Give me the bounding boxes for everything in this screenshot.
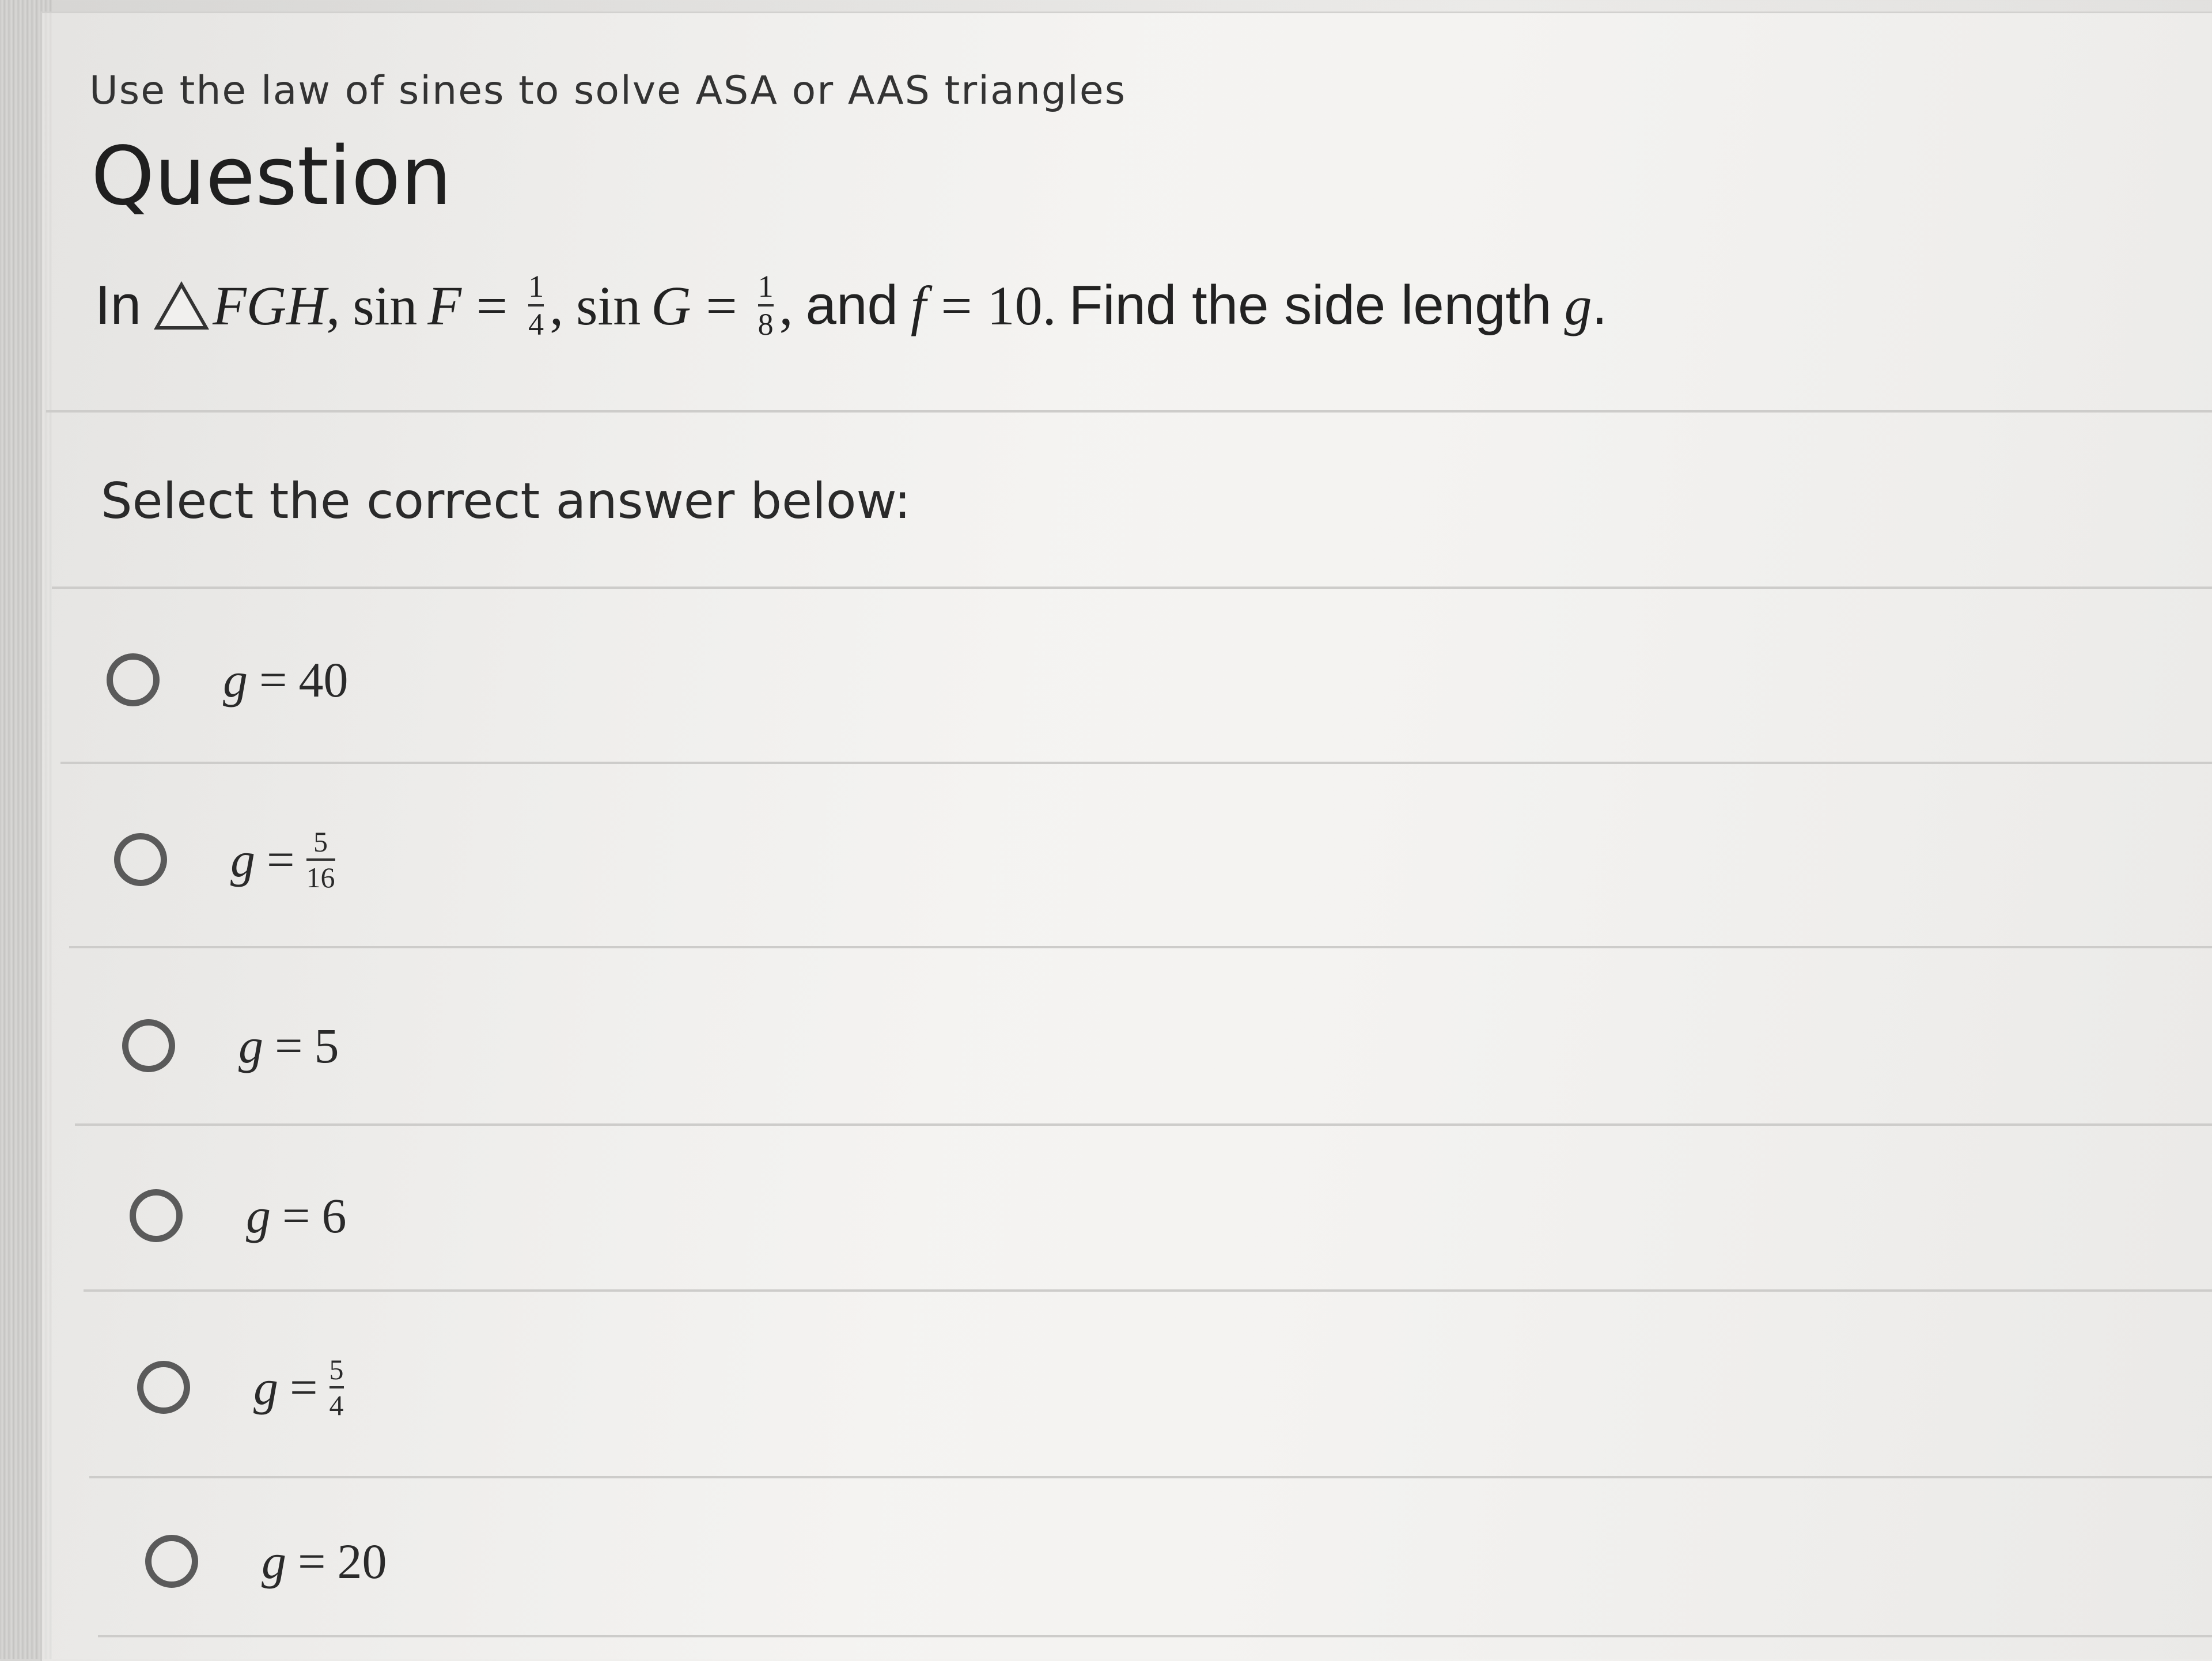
task-text: Find the side length — [1069, 274, 1552, 336]
equals: = — [290, 1360, 318, 1415]
numerator: 5 — [313, 826, 328, 858]
answer-option[interactable] — [130, 1187, 347, 1244]
numerator: 1 — [528, 269, 544, 304]
option-var: g — [246, 1188, 271, 1243]
problem-statement — [95, 271, 1607, 340]
target-var: g — [1564, 274, 1592, 336]
option-value: 6 — [321, 1188, 347, 1243]
equals: = — [941, 274, 972, 336]
divider — [98, 1635, 2212, 1637]
answer-option[interactable] — [137, 1355, 344, 1420]
divider — [75, 1123, 2212, 1126]
sin-func: sin — [576, 274, 641, 336]
option-value: 5 — [314, 1018, 339, 1073]
radio-button[interactable] — [130, 1189, 183, 1242]
option-value: 20 — [337, 1534, 387, 1589]
separator: , — [779, 274, 793, 336]
equals: = — [282, 1188, 310, 1243]
period: . — [1592, 274, 1608, 336]
radio-button[interactable] — [137, 1361, 190, 1414]
option-label — [262, 1533, 387, 1590]
denominator: 4 — [528, 307, 544, 342]
side-var: f — [910, 274, 926, 336]
denominator: 16 — [306, 861, 335, 894]
equals: = — [275, 1018, 303, 1073]
problem-prefix: In — [95, 274, 142, 336]
option-label — [238, 1017, 339, 1074]
equals: = — [706, 274, 737, 336]
sin-func: sin — [353, 274, 418, 336]
divider — [69, 946, 2212, 948]
divider — [52, 587, 2212, 589]
separator: , — [326, 274, 340, 336]
fraction-bar — [528, 304, 544, 307]
question-panel — [40, 12, 2212, 1661]
numerator: 5 — [329, 1353, 344, 1386]
answer-option[interactable] — [122, 1017, 339, 1074]
numerator: 1 — [757, 269, 774, 304]
option-var: g — [238, 1018, 263, 1073]
triangle-icon — [154, 281, 209, 330]
topic-title: Use the law of sines to solve ASA or AAS triangles — [89, 68, 1127, 113]
answer-option[interactable] — [107, 651, 349, 709]
divider — [60, 762, 2212, 764]
option-var: g — [253, 1360, 278, 1415]
divider — [89, 1476, 2212, 1478]
equals: = — [259, 652, 287, 707]
equals: = — [267, 832, 295, 887]
radio-button[interactable] — [114, 833, 167, 886]
denominator: 8 — [757, 307, 774, 342]
fraction-bar — [306, 858, 335, 861]
radio-button[interactable] — [107, 653, 160, 706]
answer-option[interactable] — [114, 827, 335, 892]
side-value: 10. — [987, 274, 1056, 336]
fraction-sin-f — [528, 271, 544, 340]
option-label — [223, 651, 349, 709]
option-var: g — [262, 1534, 286, 1589]
page-title: Question — [91, 130, 452, 224]
denominator: 4 — [329, 1389, 344, 1421]
divider — [84, 1289, 2212, 1292]
option-var: g — [230, 832, 255, 887]
angle-var: F — [427, 274, 462, 336]
triangle-name: FGH — [213, 274, 327, 336]
fraction-sin-g — [758, 271, 774, 340]
divider — [46, 410, 2212, 413]
select-prompt: Select the correct answer below: — [101, 472, 911, 530]
option-var: g — [223, 652, 248, 707]
radio-button[interactable] — [122, 1019, 175, 1072]
radio-button[interactable] — [145, 1535, 198, 1588]
option-value: 40 — [298, 652, 349, 707]
option-fraction — [306, 827, 335, 892]
fraction-bar — [329, 1386, 344, 1388]
option-label — [230, 827, 335, 892]
answer-option[interactable] — [145, 1533, 387, 1590]
option-label — [246, 1187, 347, 1244]
equals: = — [476, 274, 508, 336]
separator: , — [550, 274, 564, 336]
conjunction: and — [805, 274, 898, 336]
angle-var: G — [651, 274, 691, 336]
option-fraction — [329, 1355, 344, 1420]
equals: = — [298, 1534, 326, 1589]
option-label — [253, 1355, 344, 1420]
fraction-bar — [758, 304, 774, 307]
